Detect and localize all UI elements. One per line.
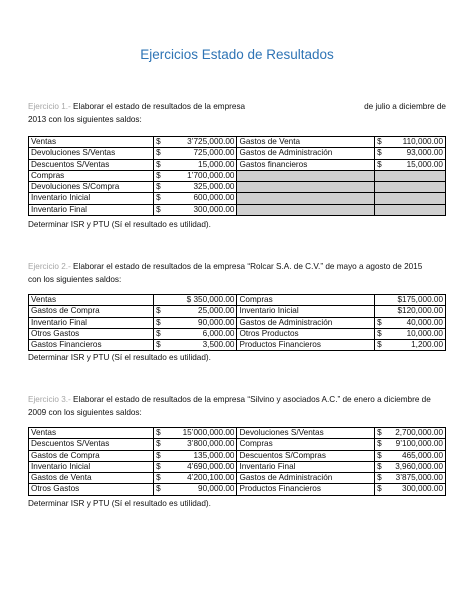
currency-sign: $ — [156, 340, 161, 350]
currency-sign: $ — [156, 439, 161, 449]
concept-cell — [237, 182, 375, 193]
amount-value: 3’725,000.00 — [187, 137, 235, 146]
amount-value: 90,000.00 — [198, 317, 235, 327]
amount-value: 10,000.00 — [406, 328, 443, 338]
amount-value: 300,000.00 — [193, 204, 235, 214]
amount-cell — [375, 461, 446, 472]
concept-cell: Gastos de Compra — [29, 450, 154, 461]
concept-cell: Descuentos S/Ventas — [29, 159, 154, 170]
amount-cell — [154, 170, 237, 181]
amount-value: 300,000.00 — [402, 484, 443, 494]
amount-value: 93,000.00 — [406, 148, 443, 158]
table-row — [29, 306, 446, 317]
exercise-1-table — [28, 136, 446, 216]
amount-cell — [154, 306, 237, 317]
currency-sign: $ — [156, 484, 161, 494]
amount-value: 9’100,000.00 — [395, 439, 443, 449]
amount-cell — [154, 204, 237, 215]
amount-value: 40,000.00 — [406, 317, 443, 327]
amount-cell — [375, 428, 446, 439]
amount-value: $120,000.00 — [397, 306, 443, 316]
concept-cell: Inventario Final — [237, 461, 375, 472]
table-row — [29, 170, 446, 181]
currency-sign: $ — [377, 137, 382, 146]
amount-value: 25,000.00 — [198, 306, 235, 316]
amount-value: 3,960,000.00 — [395, 461, 443, 471]
amount-cell — [154, 137, 237, 148]
concept-cell — [237, 170, 375, 181]
exercise-3-label: Ejercicio 3.- — [28, 395, 71, 404]
exercise-3-table — [28, 427, 446, 496]
amount-value: 6,000.00 — [202, 328, 235, 338]
table-row — [29, 328, 446, 339]
concept-cell: Otros Gastos — [29, 484, 154, 495]
amount-cell — [154, 450, 237, 461]
amount-cell — [375, 306, 446, 317]
concept-cell: Otros Productos — [237, 328, 375, 339]
currency-sign: $ — [156, 137, 161, 146]
concept-cell: Gastos de Venta — [29, 473, 154, 484]
concept-cell — [237, 193, 375, 204]
amount-cell — [375, 204, 446, 215]
amount-cell — [375, 340, 446, 351]
currency-sign: $ — [377, 473, 382, 483]
concept-cell: Gastos de Administración — [237, 473, 375, 484]
exercise-3-line1: Elaborar el estado de resultados de la empresa “Silvino y asociados A.C.” de enero a diciembre de — [70, 395, 431, 404]
amount-value: 135,000.00 — [193, 450, 235, 460]
concept-cell: Compras — [29, 170, 154, 181]
currency-sign: $ — [377, 148, 382, 158]
exercise-2-note: Determinar ISR y PTU (Sí el resultado es utilidad). — [28, 353, 211, 362]
amount-value: 465,000.00 — [402, 450, 443, 460]
amount-cell — [375, 328, 446, 339]
exercise-3-statement — [28, 394, 446, 419]
amount-value: 110,000.00 — [402, 137, 443, 146]
concept-cell: Ventas — [29, 428, 154, 439]
amount-cell — [154, 461, 237, 472]
concept-cell: Gastos de Compra — [29, 306, 154, 317]
amount-cell — [154, 428, 237, 439]
amount-cell — [375, 170, 446, 181]
amount-cell — [154, 182, 237, 193]
concept-cell: Devoluciones S/Ventas — [29, 148, 154, 159]
currency-sign: $ — [156, 193, 161, 203]
amount-value: 15,000.00 — [406, 159, 443, 169]
exercise-1-label: Ejercicio 1.- — [28, 102, 71, 111]
amount-cell — [375, 137, 446, 148]
amount-value: 3’800,000.00 — [187, 439, 235, 449]
table-row — [29, 428, 446, 439]
exercise-3-note: Determinar ISR y PTU (Sí el resultado es utilidad). — [28, 499, 211, 508]
amount-cell — [154, 159, 237, 170]
exercise-3-line2: 2009 con los siguientes saldos: — [28, 407, 142, 417]
exercise-2-statement — [28, 261, 446, 286]
concept-cell: Inventario Inicial — [29, 193, 154, 204]
concept-cell: Descuentos S/Compras — [237, 450, 375, 461]
concept-cell: Gastos de Administración — [237, 148, 375, 159]
amount-cell — [375, 159, 446, 170]
amount-value: 325,000.00 — [193, 182, 235, 192]
concept-cell: Devoluciones S/Compra — [29, 182, 154, 193]
amount-value: 15’000,000.00 — [182, 428, 235, 437]
table-row — [29, 473, 446, 484]
exercise-2-line1: Elaborar el estado de resultados de la empresa “Rolcar S.A. de C.V.” de mayo a agosto de 2015 — [70, 262, 423, 271]
currency-sign: $ — [377, 484, 382, 494]
table-row — [29, 317, 446, 328]
amount-cell — [154, 439, 237, 450]
currency-sign: $ — [156, 148, 161, 158]
amount-value: 3,500.00 — [202, 340, 235, 350]
exercise-1-line2: 2013 con los siguientes saldos: — [28, 114, 142, 124]
concept-cell: Ventas — [29, 295, 154, 306]
concept-cell: Descuentos S/Ventas — [29, 439, 154, 450]
currency-sign: $ — [377, 450, 382, 460]
amount-cell — [375, 450, 446, 461]
amount-cell — [154, 317, 237, 328]
amount-cell — [375, 439, 446, 450]
amount-cell — [154, 340, 237, 351]
amount-cell — [375, 484, 446, 495]
currency-sign: $ — [156, 182, 161, 192]
concept-cell: Productos Financieros — [237, 484, 375, 495]
currency-sign: $ — [377, 328, 382, 338]
amount-value: 3’875,000.00 — [395, 473, 443, 483]
table-row — [29, 439, 446, 450]
amount-cell — [375, 473, 446, 484]
amount-value: 4’690,000.00 — [187, 461, 235, 471]
exercise-2-line2: con los siguientes saldos: — [28, 274, 122, 284]
concept-cell: Gastos de Venta — [237, 137, 375, 148]
table-row — [29, 193, 446, 204]
concept-cell: Ventas — [29, 137, 154, 148]
amount-cell — [375, 182, 446, 193]
currency-sign: $ — [377, 461, 382, 471]
amount-value: 1’700,000.00 — [187, 170, 235, 180]
concept-cell: Inventario Final — [29, 317, 154, 328]
currency-sign: $ — [156, 317, 161, 327]
currency-sign: $ — [156, 461, 161, 471]
amount-cell — [375, 148, 446, 159]
amount-value: $ 350,000.00 — [186, 295, 235, 304]
currency-sign: $ — [377, 317, 382, 327]
currency-sign: $ — [156, 170, 161, 180]
amount-value: 1,200.00 — [411, 340, 443, 350]
amount-value: 90,000.00 — [198, 484, 235, 494]
concept-cell: Productos Financieros — [237, 340, 375, 351]
concept-cell: Inventario Inicial — [29, 461, 154, 472]
table-row — [29, 484, 446, 495]
amount-cell — [154, 484, 237, 495]
currency-sign: $ — [156, 159, 161, 169]
table-row — [29, 340, 446, 351]
table-row — [29, 148, 446, 159]
page-title: Ejercicios Estado de Resultados — [140, 47, 334, 62]
concept-cell: Gastos de Administración — [237, 317, 375, 328]
exercise-2-label: Ejercicio 2.- — [28, 262, 71, 271]
table-row — [29, 204, 446, 215]
currency-sign: $ — [377, 428, 382, 437]
exercise-1-text-a: Elaborar el estado de resultados de la empresa — [70, 102, 246, 111]
concept-cell: Devoluciones S/Ventas — [237, 428, 375, 439]
concept-cell — [237, 204, 375, 215]
amount-cell — [154, 193, 237, 204]
amount-cell — [154, 473, 237, 484]
currency-sign: $ — [156, 428, 161, 437]
amount-value: 600,000.00 — [193, 193, 235, 203]
amount-cell — [154, 295, 237, 306]
amount-value: $175,000.00 — [397, 295, 443, 304]
concept-cell: Compras — [237, 295, 375, 306]
currency-sign: $ — [156, 328, 161, 338]
table-row — [29, 182, 446, 193]
exercise-1-note: Determinar ISR y PTU (Sí el resultado es utilidad). — [28, 220, 211, 229]
concept-cell: Compras — [237, 439, 375, 450]
amount-cell — [154, 148, 237, 159]
concept-cell: Inventario Inicial — [237, 306, 375, 317]
table-row — [29, 295, 446, 306]
currency-sign: $ — [156, 306, 161, 316]
table-row — [29, 450, 446, 461]
table-row — [29, 159, 446, 170]
amount-value: 2,700,000.00 — [395, 428, 443, 437]
currency-sign: $ — [377, 159, 382, 169]
exercise-1-text-b: de julio a diciembre de — [364, 102, 446, 111]
concept-cell: Otros Gastos — [29, 328, 154, 339]
concept-cell: Gastos financieros — [237, 159, 375, 170]
amount-value: 725,000.00 — [193, 148, 235, 158]
table-row — [29, 461, 446, 472]
exercise-1-statement — [28, 101, 446, 126]
amount-value: 4’200,100.00 — [187, 473, 235, 483]
concept-cell: Gastos Financieros — [29, 340, 154, 351]
currency-sign: $ — [156, 204, 161, 214]
amount-cell — [375, 317, 446, 328]
amount-cell — [154, 328, 237, 339]
table-row — [29, 137, 446, 148]
currency-sign: $ — [156, 450, 161, 460]
amount-cell — [375, 193, 446, 204]
exercise-2-table — [28, 294, 446, 351]
amount-value: 15,000.00 — [198, 159, 235, 169]
currency-sign: $ — [377, 340, 382, 350]
amount-cell — [375, 295, 446, 306]
currency-sign: $ — [156, 473, 161, 483]
currency-sign: $ — [377, 439, 382, 449]
concept-cell: Inventario Final — [29, 204, 154, 215]
